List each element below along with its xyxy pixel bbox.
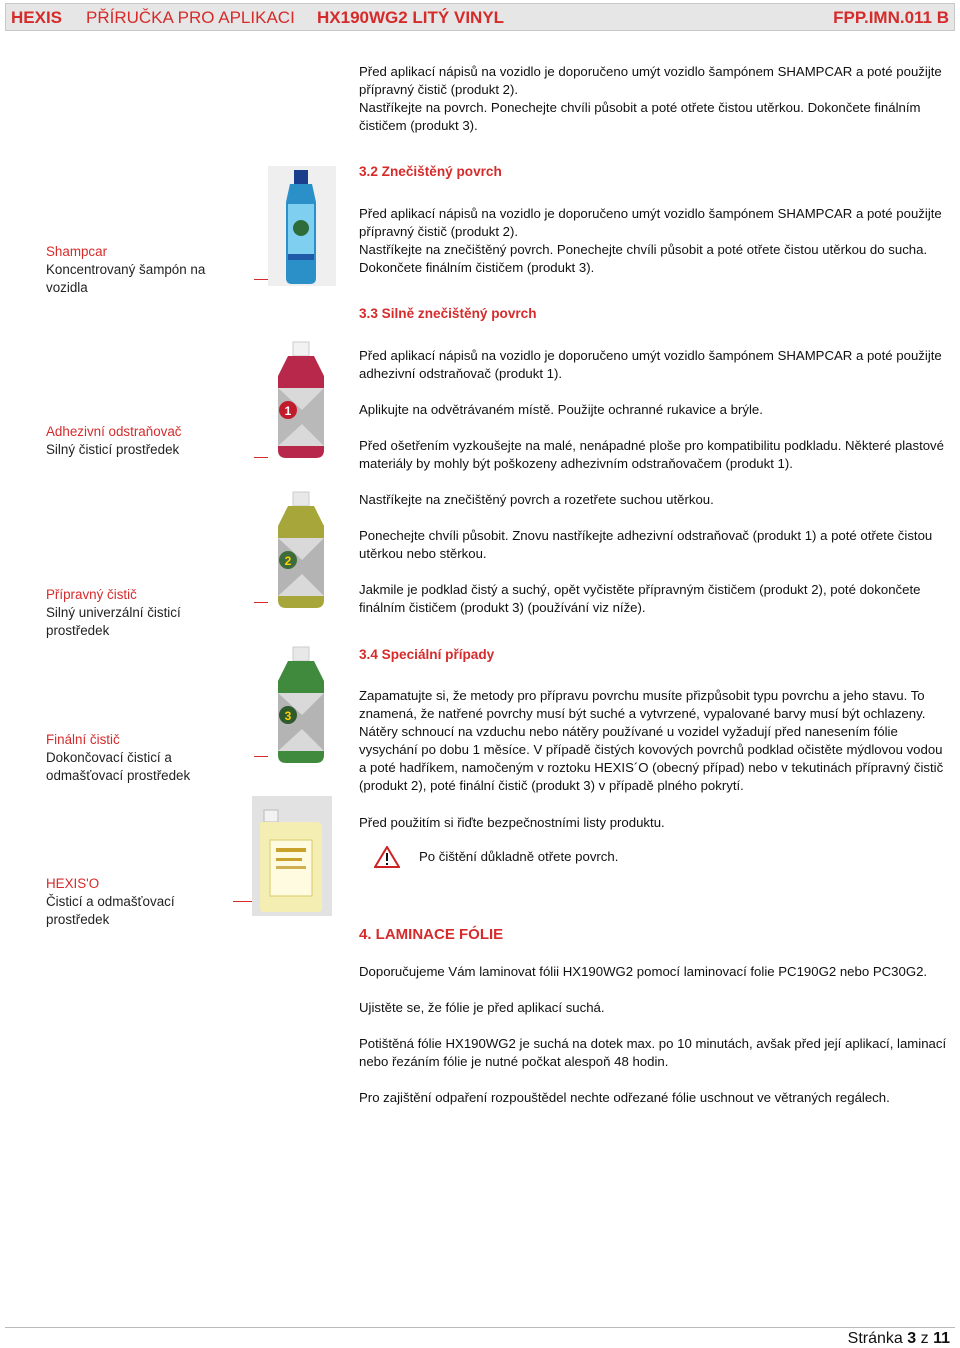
product-label-final-cleaner <box>46 731 196 785</box>
product-label-adhesive-remover <box>46 423 226 459</box>
total-pages: 11 <box>933 1330 950 1347</box>
page-number <box>848 1330 950 1348</box>
section-3-2-title: 3.2 Znečištěný povrch <box>359 164 502 179</box>
product-desc: Silný čisticí prostředek <box>46 442 180 457</box>
current-page: 3 <box>907 1330 917 1347</box>
section-4-title: 4. LAMINACE FÓLIE <box>359 926 504 943</box>
warning-text: Po čištění důkladně otřete povrch. <box>419 849 619 864</box>
s34-paragraph-2: Před použitím si řiďte bezpečnostními listy produktu. <box>359 815 665 830</box>
page-label: Stránka <box>847 1330 903 1347</box>
s33-paragraph-6: Jakmile je podklad čistý a suchý, opět vyčistěte přípravným čističem (produkt 2), poté dokončete finálním čističem (produkt 3) (používání viz níže). <box>359 582 921 615</box>
bottle-number: 3 <box>284 709 292 723</box>
product-label-shampcar <box>46 243 211 297</box>
s33-paragraph-3: Před ošetřením vyzkoušejte na malé, nenápadné ploše pro kompatibilitu podkladu. Některé plastové materiály by mohly být poškozeny adhezivním odstraňovačem (produkt 1). <box>359 438 944 471</box>
s4-paragraph-2: Ujistěte se, že fólie je před aplikací suchá. <box>359 1000 605 1015</box>
s4-paragraph-4: Pro zajištění odpaření rozpouštědel nechte odřezané fólie uschnout ve větraných regálech. <box>359 1090 890 1105</box>
header-brand: HEXIS <box>11 8 63 27</box>
final-cleaner-bottle-image <box>268 645 336 765</box>
header-code: FPP.IMN.011 B <box>833 8 949 27</box>
shampcar-bottle-image <box>268 166 336 286</box>
product-name: HEXIS'O <box>46 876 100 891</box>
s4-paragraph-1: Doporučujeme Vám laminovat fólii HX190WG2 pomocí laminovací folie PC190G2 nebo PC30G2. <box>359 964 928 979</box>
hexiso-canister-image <box>252 796 332 916</box>
intro-paragraph-2: Nastříkejte na povrch. Ponechejte chvíli působit a poté otřete čistou utěrkou. Dokončete finálním čističem (produkt 3). <box>359 100 921 133</box>
product-desc: Čisticí a odmašťovací prostředek <box>46 894 175 927</box>
product-name: Přípravný čistič <box>46 587 137 602</box>
intro-paragraph-1: Před aplikací nápisů na vozidlo je doporučeno umýt vozidlo šampónem SHAMPCAR a poté použijte přípravný čistič (produkt 2). <box>359 64 942 97</box>
section-3-4-title: 3.4 Speciální případy <box>359 647 495 662</box>
section-3-3-title: 3.3 Silně znečištěný povrch <box>359 306 537 321</box>
header-title: PŘÍRUČKA PRO APLIKACI <box>86 8 295 27</box>
header-product: HX190WG2 LITÝ VINYL <box>317 8 505 27</box>
s4-paragraph-3: Potištěná fólie HX190WG2 je suchá na dotek max. po 10 minutách, avšak před její aplikací, laminací nebo řezáním fólie je nutné počkat alespoň 48 hodin. <box>359 1036 947 1069</box>
s32-paragraph-2: Nastříkejte na znečištěný povrch. Ponechejte chvíli působit a poté otřete čistou utěrkou do sucha. Dokončete finálním čističem (produkt 3). <box>359 242 928 275</box>
warning-icon <box>374 846 400 868</box>
adhesive-remover-bottle-image <box>268 340 336 462</box>
product-desc: Koncentrovaný šampón na vozidla <box>46 262 206 295</box>
page-header <box>5 3 955 31</box>
page-of: z <box>920 1330 929 1347</box>
bottle-number: 2 <box>284 554 292 568</box>
s33-paragraph-5: Ponechejte chvíli působit. Znovu nastříkejte adhezivní odstraňovač (produkt 1) a poté otřete čistou utěrkou nebo stěrkou. <box>359 528 933 561</box>
product-name: Shampcar <box>46 244 108 259</box>
s34-paragraph-1: Zapamatujte si, že metody pro přípravu povrchu musíte přizpůsobit typu povrchu a jeho stavu. To znamená, že natřené povrchy musí být suché a vytvrzené, vypalované barvy musí být ochlazeny. Nátěry schnoucí na vzduchu nebo nátěry používané u vozidel vyžadují před nanesením fólie vysychání po dobu 1 měsíce. V případě čistých kovových povrchů podklad očistěte mýdlovou vodou a poté hadříkem, namočeným v roztoku HEXIS´O (obecný případ) nebo v tekutinách přípravný čistič (produkt 2), poté finální čistič (produkt 3) v případě plného pokrytí. <box>359 688 944 793</box>
bottle-number: 1 <box>284 404 292 418</box>
s33-paragraph-4: Nastříkejte na znečištěný povrch a rozetřete suchou utěrkou. <box>359 492 714 507</box>
product-desc: Dokončovací čisticí a odmašťovací prostředek <box>46 750 191 783</box>
s32-paragraph-1: Před aplikací nápisů na vozidlo je doporučeno umýt vozidlo šampónem SHAMPCAR a poté použijte přípravný čistič (produkt 2). <box>359 206 942 239</box>
leader-line <box>233 901 253 902</box>
product-label-prep-cleaner <box>46 586 196 640</box>
product-name: Adhezivní odstraňovač <box>46 424 182 439</box>
s33-paragraph-1: Před aplikací nápisů na vozidlo je doporučeno umýt vozidlo šampónem SHAMPCAR a poté použijte adhezivní odstraňovač (produkt 1). <box>359 348 942 381</box>
prep-cleaner-bottle-image <box>268 490 336 612</box>
footer-rule <box>5 1327 955 1328</box>
product-name: Finální čistič <box>46 732 120 747</box>
product-desc: Silný univerzální čisticí prostředek <box>46 605 181 638</box>
product-label-hexiso <box>46 875 196 929</box>
s33-paragraph-2: Aplikujte na odvětrávaném místě. Použijte ochranné rukavice a brýle. <box>359 402 763 417</box>
